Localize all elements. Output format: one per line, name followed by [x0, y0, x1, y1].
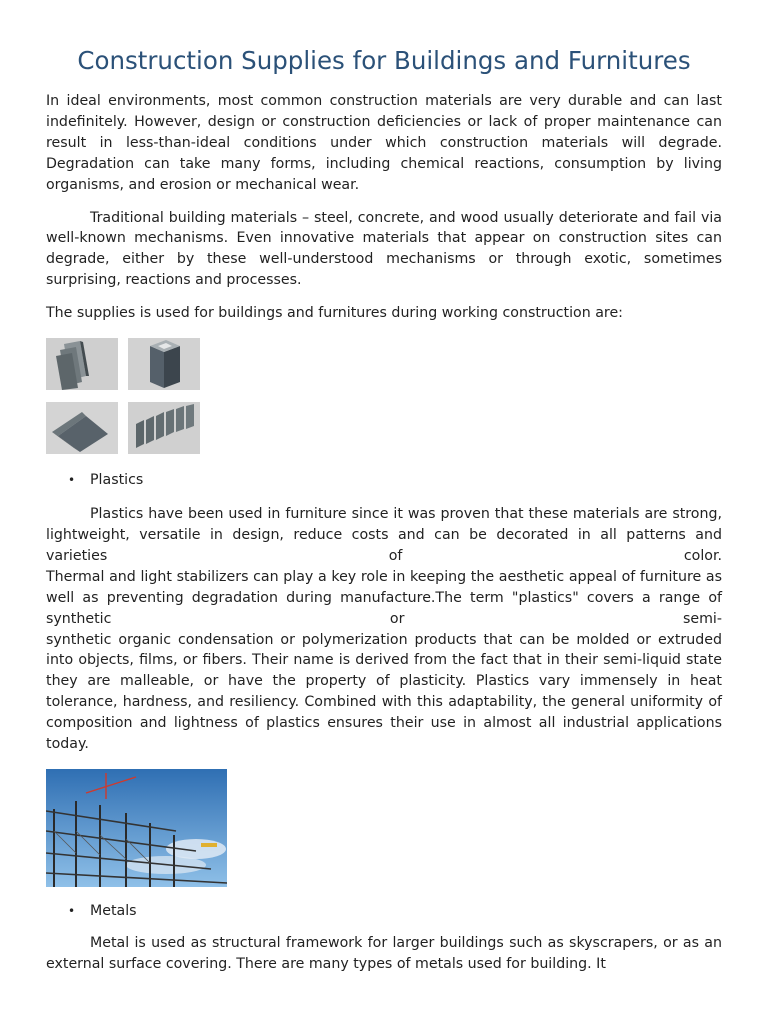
bullet-dot: • [68, 903, 76, 918]
bullet-dot: • [68, 473, 76, 488]
metals-paragraph: Metal is used as structural framework for larger buildings such as skyscrapers, or as an external surface covering. There are many types of metals used for building. It [46, 934, 722, 972]
traditional-materials-paragraph: Traditional building materials – steel, concrete, and wood usually deteriorate and fail via well-known mechanisms. Even innovative materials that appear on construction sites can degrade, either by these well-understood mechanisms or through exotic, sometimes surprising, reactions and processes. [46, 209, 722, 289]
bullet-metals [68, 901, 722, 921]
bullet-label: Metals [90, 902, 137, 919]
plastic-angle-profile-image [46, 402, 118, 454]
plastic-panels-image [46, 338, 118, 390]
supplies-intro-paragraph: The supplies is used for buildings and furnitures during working construction are: [46, 305, 623, 322]
bullet-label: Plastics [90, 472, 144, 489]
steel-frame-construction-photo [46, 769, 227, 887]
plastics-text-2: Thermal and light stabilizers can play a key role in keeping the aesthetic appeal of furniture as well as preventing degradation during manufacture.The term "plastics" covers a range of synthetic or semi- [46, 568, 722, 627]
bullet-plastics [68, 470, 722, 490]
plastic-corner-profile-image [128, 338, 200, 390]
plastics-text-3: synthetic organic condensation or polymerization products that can be molded or extruded into objects, films, or fibers. Their name is derived from the fact that in their semi-liquid state they are malleable, or have the property of plasticity. Plastics vary immensely in heat tolerance, hardness, and resiliency. Combined with this adaptability, the general uniformity of composition and lightness of plastics ensures their use in almost all industrial applications today. [46, 631, 722, 753]
plastics-text-1: Plastics have been used in furniture since it was proven that these materials are strong, lightweight, versatile in design, reduce costs and can be decorated in all patterns and varieties of color. [46, 506, 722, 564]
plastics-paragraph [46, 504, 722, 755]
page-title: Construction Supplies for Buildings and Furnitures [77, 46, 691, 75]
plastics-image-grid [46, 338, 722, 458]
plastic-sheets-image [128, 402, 200, 454]
intro-paragraph: In ideal environments, most common construction materials are very durable and can last indefinitely. However, design or construction deficiencies or lack of proper maintenance can result in less-than-ideal conditions under which construction materials will degrade. Degradation can take many forms, including chemical reactions, consumption by living organisms, and erosion or mechanical wear. [46, 93, 722, 193]
